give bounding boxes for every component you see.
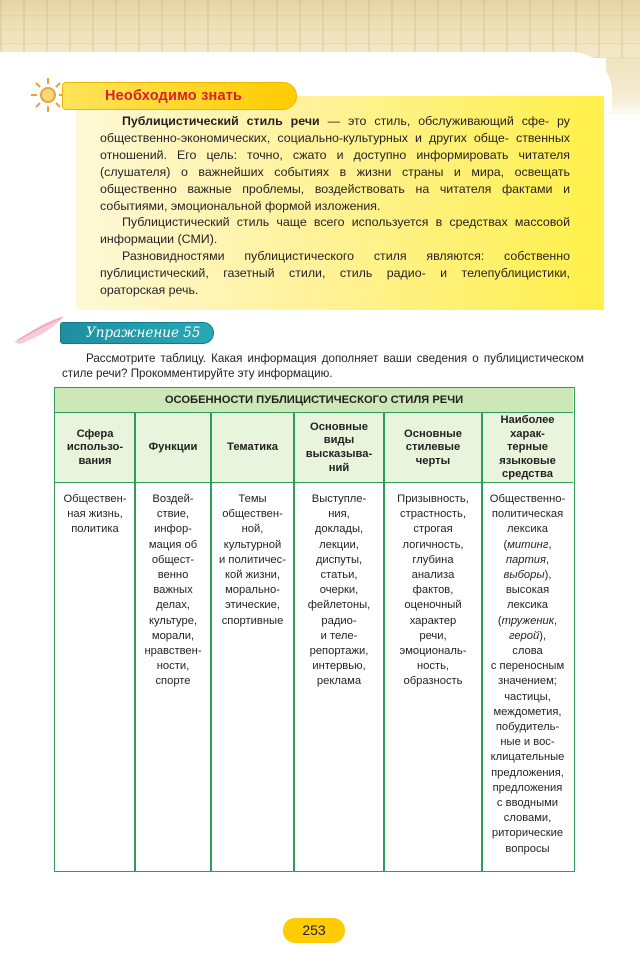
cell-line: лексика — [507, 523, 548, 536]
cell-line: ность, — [416, 660, 450, 673]
theory-paragraph-2: Публицистический стиль чаще всего используется в средствах массовой информации (СМИ). — [100, 215, 570, 247]
header-line: черты — [415, 454, 451, 467]
header-line: Функции — [148, 441, 198, 454]
cell-line: партия, — [505, 553, 550, 566]
cell-line: с переносным — [490, 660, 565, 673]
cell-line: риторические — [491, 827, 564, 840]
cell-line: ные и вос- — [500, 736, 555, 749]
cell-line: интервью, — [312, 660, 366, 673]
cell-line: (митинг, — [503, 538, 552, 551]
cell-line: Общественно- — [489, 493, 566, 505]
cell-line: логичность, — [402, 538, 464, 551]
cell-line: общест- — [151, 553, 195, 566]
cell-line: анализа — [411, 569, 455, 582]
cell-line: фейлетоны, — [307, 599, 371, 612]
cell-line: значением; — [498, 675, 557, 688]
cell-line: обществен- — [222, 508, 283, 521]
header-line: Сфера — [76, 427, 114, 440]
exercise-task: Рассмотрите таблицу. Какая информация дополняет ваши сведения о публицистическом стиле речи? Прокомментируйте эту информацию. — [62, 352, 584, 380]
header-line: стилевые — [405, 441, 461, 454]
cell-line: спорте — [155, 675, 191, 688]
table-header-cell — [55, 413, 135, 483]
cell-line: реклама — [316, 675, 362, 688]
header-line: ний — [328, 461, 350, 474]
cell-line: Призывность, — [397, 493, 469, 505]
cell-line: предложения, — [491, 766, 564, 779]
necessary-to-know-banner — [62, 82, 297, 110]
cell-line: мация об — [148, 538, 198, 551]
cell-line: вопросы — [505, 842, 550, 855]
header-line: харак- — [510, 427, 545, 440]
header-line: средства — [502, 468, 553, 481]
cell-line: морально- — [225, 584, 280, 597]
table-title: ОСОБЕННОСТИ ПУБЛИЦИСТИЧЕСКОГО СТИЛЯ РЕЧИ — [55, 388, 573, 413]
table-header-cell — [384, 413, 482, 483]
header-line: Основные — [404, 427, 462, 440]
header-line: Тематика — [227, 441, 278, 454]
cell-line: частицы, — [504, 690, 551, 703]
cell-line: политическая — [491, 508, 564, 521]
cell-line: диспуты, — [315, 553, 363, 566]
header-line: вания — [78, 454, 112, 467]
cell-line: радио- — [321, 614, 357, 627]
cell-line: очерки, — [319, 584, 359, 597]
cell-line: клицательные — [490, 751, 565, 764]
cell-line: высокая — [505, 584, 550, 597]
table-body-cell — [294, 492, 384, 690]
cell-line: доклады, — [314, 523, 364, 536]
definition-term: Публицистический стиль речи — [122, 114, 320, 128]
style-features-table — [54, 387, 575, 872]
cell-line: лекции, — [319, 538, 359, 551]
cell-line: репортажи, — [309, 645, 369, 658]
cell-line: словами, — [503, 812, 552, 825]
cell-line: Выступле- — [311, 493, 367, 505]
p1-rest: — это стиль, обслуживающий сфе- ру общественно-экономических, социально-культурных и других обще- ственных отношений. Его цель: точно, сжато и доступно информировать читателя (слушателя) о важнейших событиях в жизни страны и мира, освещать общественно важные проблемы, воздействовать на читателя фактами и событиями, эмоциональной формой изложения. — [100, 114, 571, 213]
cell-line: кой жизни, — [225, 569, 280, 582]
cell-line: политика — [71, 523, 119, 536]
cell-line: культурной — [223, 538, 282, 551]
cell-line: венно — [157, 569, 189, 582]
cell-line: и теле- — [320, 629, 358, 642]
table-body-cell — [384, 492, 482, 690]
header-line: терные — [506, 441, 549, 454]
table-body-cell — [482, 492, 573, 857]
header-line: Основные — [310, 420, 368, 433]
exercise-label: Упражнение 55 — [86, 325, 201, 341]
header-line: использо- — [66, 441, 124, 454]
cell-line: Воздей- — [152, 493, 194, 505]
cell-line: важных — [153, 584, 193, 597]
cell-line: герой), — [508, 629, 547, 642]
cell-line: делах, — [156, 599, 190, 612]
cell-line: строгая — [413, 523, 453, 536]
theory-paragraph-3: Разновидностями публицистического стиля являются: собственно публицистический, газетный стили, стиль радио- и телепублицистики, ораторская речь. — [100, 249, 570, 298]
cell-line: речи, — [419, 629, 447, 642]
cell-line: и политичес- — [219, 553, 286, 566]
cell-line: лексика — [507, 599, 548, 612]
decorative-top-band — [0, 0, 640, 58]
table-body-cell — [135, 492, 211, 690]
cell-line: морали, — [151, 629, 195, 642]
cell-line: выборы), — [503, 569, 552, 582]
cell-line: страстность, — [400, 508, 466, 521]
cell-line: характер — [409, 614, 457, 627]
cell-line: эмоциональ- — [399, 645, 467, 658]
cell-line: предложения — [492, 781, 563, 794]
cell-line: ной, — [241, 523, 264, 536]
cell-line: нравствен- — [144, 645, 202, 658]
cell-line: глубина — [412, 553, 454, 566]
cell-line: с вводными — [496, 797, 559, 810]
cell-line: слова — [512, 645, 543, 658]
banner-title: Необходимо знать — [105, 88, 243, 104]
cell-line: ния, — [328, 508, 350, 521]
table-header-cell — [482, 413, 573, 483]
theory-paragraph-1 — [100, 113, 570, 214]
cell-line: фактов, — [412, 584, 454, 597]
table-body-cell — [211, 492, 294, 629]
cell-line: ная жизнь, — [67, 508, 123, 521]
cell-line: ствие, — [156, 508, 190, 521]
cell-line: Темы — [238, 493, 267, 505]
cell-line: побудитель- — [495, 721, 560, 734]
page-number: 253 — [283, 918, 345, 943]
cell-line: ности, — [156, 660, 190, 673]
header-line: виды — [323, 434, 355, 447]
cell-line: статьи, — [320, 569, 358, 582]
cell-line: Обществен- — [63, 493, 127, 505]
table-body-cell — [55, 492, 135, 538]
cell-line: спортивные — [221, 614, 284, 627]
cell-line: (труженик, — [497, 614, 558, 627]
cell-line: оценочный — [404, 599, 462, 612]
table-header-cell — [135, 413, 211, 483]
cell-line: междометия, — [493, 705, 562, 718]
cell-line: образность — [403, 675, 463, 688]
header-line: языковые — [499, 454, 556, 467]
cell-line: инфор- — [154, 523, 192, 536]
table-header-cell — [211, 413, 294, 483]
theory-text — [100, 113, 570, 299]
cell-line: этические, — [225, 599, 280, 612]
cell-line: культуре, — [148, 614, 198, 627]
table-header-cell — [294, 413, 384, 483]
header-line: высказыва- — [305, 448, 373, 460]
header-line: Наиболее — [500, 414, 555, 427]
